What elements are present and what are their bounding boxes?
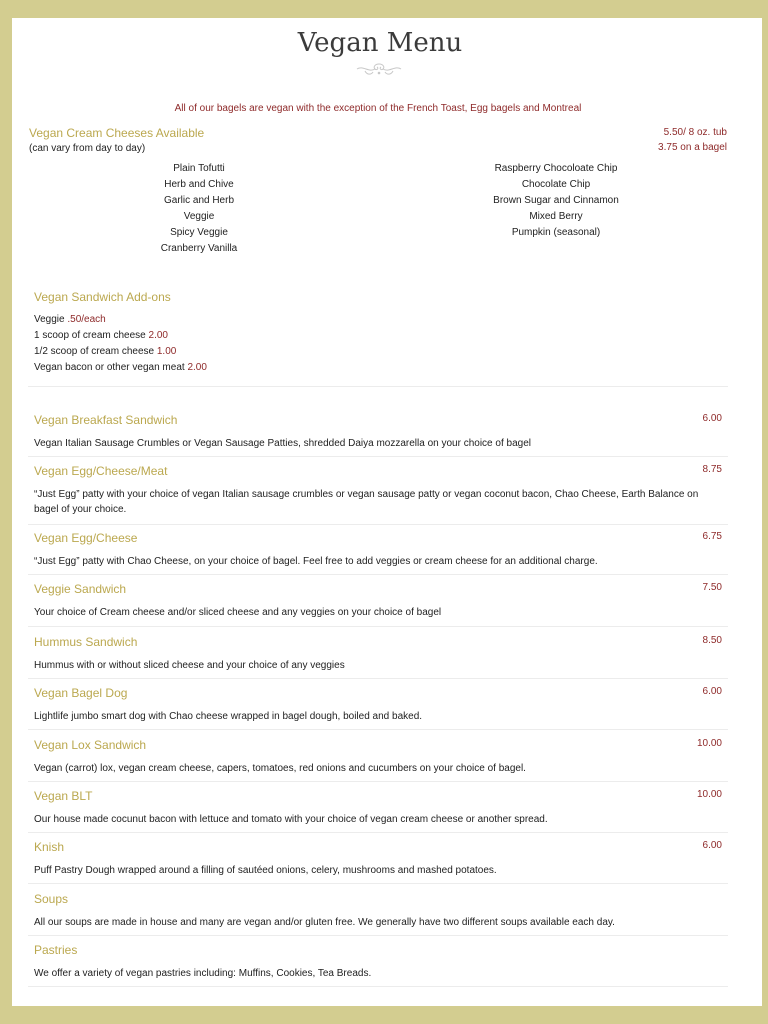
item-name-pastries: Pastries — [34, 943, 78, 957]
item-divider — [28, 574, 728, 575]
item-name-breakfast-sandwich: Vegan Breakfast Sandwich — [34, 413, 178, 427]
cream-cheese-heading: Vegan Cream Cheeses Available — [29, 126, 205, 140]
addon-item — [34, 328, 207, 344]
flavor-item: Herb and Chive — [164, 179, 234, 190]
addons-heading: Vegan Sandwich Add-ons — [34, 290, 171, 304]
item-name-knish: Knish — [34, 840, 65, 854]
item-divider — [28, 524, 728, 525]
flavor-item: Chocolate Chip — [521, 179, 591, 190]
cream-cheese-note: (can vary from day to day) — [29, 143, 146, 154]
item-desc-pastries: We offer a variety of vegan pastries including: Muffins, Cookies, Tea Breads. — [34, 968, 372, 979]
item-price-knish: 6.00 — [702, 840, 722, 851]
flavor-item: Veggie — [183, 211, 215, 222]
addon-item — [34, 312, 207, 328]
item-price-bagel-dog: 6.00 — [702, 686, 722, 697]
page-title: Vegan Menu — [297, 28, 463, 58]
flavor-item: Spicy Veggie — [170, 227, 228, 238]
item-desc-lox-sandwich: Vegan (carrot) lox, vegan cream cheese, capers, tomatoes, red onions and cucumbers on your choice of bagel. — [34, 763, 526, 774]
item-desc-hummus-sandwich: Hummus with or without sliced cheese and your choice of any veggies — [34, 660, 345, 671]
item-divider — [28, 781, 728, 782]
item-price-blt: 10.00 — [696, 789, 722, 800]
item-desc-soups: All our soups are made in house and many are vegan and/or gluten free. We generally have two different soups available each day. — [34, 917, 615, 928]
flavor-item: Cranberry Vanilla — [160, 243, 238, 254]
flavor-item: Mixed Berry — [529, 211, 583, 222]
flavor-item: Plain Tofutti — [173, 163, 225, 174]
item-desc-blt: Our house made cocunut bacon with lettuce and tomato with your choice of vegan cream cheese or another spread. — [34, 814, 548, 825]
addon-label: 1 scoop of cream cheese — [34, 330, 146, 341]
item-price-veggie-sandwich: 7.50 — [702, 582, 722, 593]
item-name-egg-cheese-meat: Vegan Egg/Cheese/Meat — [34, 464, 168, 478]
item-name-soups: Soups — [34, 892, 69, 906]
item-name-bagel-dog: Vegan Bagel Dog — [34, 686, 128, 700]
intro-note: All of our bagels are vegan with the exception of the French Toast, Egg bagels and Montreal — [174, 103, 582, 114]
item-desc-knish: Puff Pastry Dough wrapped around a filling of sautéed onions, celery, mushrooms and mashed potatoes. — [34, 865, 497, 876]
item-divider — [28, 678, 728, 679]
addon-item — [34, 360, 207, 376]
flavor-item: Brown Sugar and Cinnamon — [493, 195, 619, 206]
item-desc-bagel-dog: Lightlife jumbo smart dog with Chao cheese wrapped in bagel dough, boiled and baked. — [34, 711, 423, 722]
item-divider — [28, 935, 728, 936]
addon-label: Vegan bacon or other vegan meat — [34, 362, 185, 373]
flavor-item: Pumpkin (seasonal) — [511, 227, 601, 238]
item-desc-egg-cheese: “Just Egg” patty with Chao Cheese, on your choice of bagel. Feel free to add veggies or cream cheese for an additional charge. — [34, 556, 598, 567]
item-price-egg-cheese: 6.75 — [702, 531, 722, 542]
item-desc-egg-cheese-meat: “Just Egg” patty with your choice of vegan Italian sausage crumbles or vegan sausage patty or vegan coconut bacon, Chao Cheese, Earth Balance on bagel of your choice. — [34, 489, 699, 515]
addon-price: 2.00 — [187, 362, 207, 373]
item-divider — [28, 832, 728, 833]
item-name-hummus-sandwich: Hummus Sandwich — [34, 635, 138, 649]
addon-label: Veggie — [34, 314, 65, 325]
item-divider — [28, 986, 728, 987]
item-price-lox-sandwich: 10.00 — [696, 738, 722, 749]
item-name-egg-cheese: Vegan Egg/Cheese — [34, 531, 138, 545]
cream-cheese-list-left — [124, 161, 274, 257]
item-name-blt: Vegan BLT — [34, 789, 93, 803]
item-desc-veggie-sandwich: Your choice of Cream cheese and/or sliced cheese and any veggies on your choice of bagel — [34, 607, 442, 618]
addons-list — [34, 312, 207, 376]
item-divider — [28, 626, 728, 627]
section-divider — [28, 386, 728, 387]
cream-cheese-price-bagel: 3.75 on a bagel — [658, 142, 727, 153]
flavor-item: Garlic and Herb — [163, 195, 235, 206]
item-divider — [28, 883, 728, 884]
item-price-egg-cheese-meat: 8.75 — [702, 464, 722, 475]
addon-price: .50/each — [67, 314, 106, 325]
item-divider — [28, 456, 728, 457]
item-desc-breakfast-sandwich: Vegan Italian Sausage Crumbles or Vegan Sausage Patties, shredded Daiya mozzarella on your choice of bagel — [34, 438, 531, 449]
addon-item — [34, 344, 207, 360]
flavor-item: Raspberry Chocoloate Chip — [494, 163, 618, 174]
item-name-lox-sandwich: Vegan Lox Sandwich — [34, 738, 147, 752]
item-name-veggie-sandwich: Veggie Sandwich — [34, 582, 127, 596]
addon-price: 2.00 — [148, 330, 168, 341]
cream-cheese-price-tub: 5.50/ 8 oz. tub — [663, 127, 727, 138]
addon-label: 1/2 scoop of cream cheese — [34, 346, 155, 357]
item-divider — [28, 729, 728, 730]
item-price-hummus-sandwich: 8.50 — [702, 635, 722, 646]
item-price-breakfast-sandwich: 6.00 — [702, 413, 722, 424]
addon-price: 1.00 — [156, 346, 177, 357]
cream-cheese-list-right — [466, 161, 646, 241]
flourish-ornament-icon — [355, 61, 403, 77]
